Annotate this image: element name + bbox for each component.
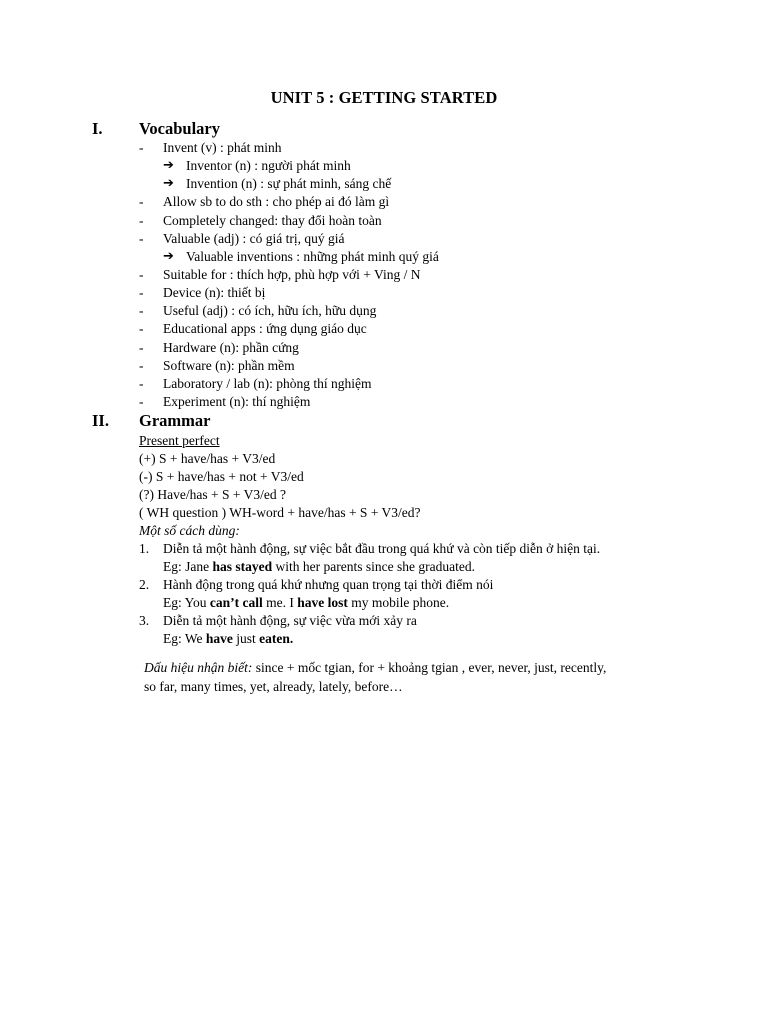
vocab-text: Educational apps : ứng dụng giáo dục <box>163 321 367 336</box>
vocab-text: Invention (n) : sự phát minh, sáng chế <box>186 176 392 191</box>
vocab-text: Inventor (n) : người phát minh <box>186 158 351 173</box>
example-text: Eg: Jane has stayed with her parents since she graduated. <box>163 559 475 574</box>
tense-label: Present perfect <box>139 433 220 448</box>
vocab-text: Invent (v) : phát minh <box>163 140 282 155</box>
vocab-text: Software (n): phần mềm <box>163 358 295 373</box>
vocab-text: Device (n): thiết bị <box>163 285 266 300</box>
vocab-text: Valuable (adj) : có giá trị, quý giá <box>163 231 345 246</box>
dash-bullet: - <box>139 285 144 300</box>
example-text: Eg: You can’t call me. I have lost my mobile phone. <box>163 595 450 610</box>
vocab-text: Suitable for : thích hợp, phù hợp với + Ving / N <box>163 267 421 282</box>
use-text: Diễn tả một hành động, sự việc vừa mới xảy ra <box>163 613 417 628</box>
dash-bullet: - <box>139 303 144 318</box>
vocab-text: Useful (adj) : có ích, hữu ích, hữu dụng <box>163 303 377 318</box>
dash-bullet: - <box>139 231 144 246</box>
dash-bullet: - <box>139 376 144 391</box>
formula-text: ( WH question ) WH-word + have/has + S + V3/ed? <box>139 505 421 520</box>
formula-text: (-) S + have/has + not + V3/ed <box>139 469 304 484</box>
vocab-text: Hardware (n): phần cứng <box>163 340 299 355</box>
formula-text: (+) S + have/has + V3/ed <box>139 451 276 466</box>
signs-label: Dấu hiệu nhận biết: <box>144 660 253 675</box>
arrow-icon: ➔ <box>163 176 174 191</box>
arrow-icon: ➔ <box>163 158 174 173</box>
signs-line-2 <box>144 678 403 696</box>
dash-bullet: - <box>139 267 144 282</box>
use-number: 3. <box>139 613 150 628</box>
signs-text: so far, many times, yet, already, lately, before… <box>144 679 403 694</box>
section-number: I. <box>92 119 103 138</box>
section-number: II. <box>92 411 109 430</box>
dash-bullet: - <box>139 394 144 409</box>
dash-bullet: - <box>139 194 144 209</box>
section-title: Vocabulary <box>139 119 220 138</box>
arrow-icon: ➔ <box>163 249 174 264</box>
dash-bullet: - <box>139 321 144 336</box>
vocab-text: Laboratory / lab (n): phòng thí nghiệm <box>163 376 372 391</box>
vocab-text: Completely changed: thay đổi hoàn toàn <box>163 213 382 228</box>
dash-bullet: - <box>139 358 144 373</box>
dash-bullet: - <box>139 340 144 355</box>
use-text: Hành động trong quá khứ nhưng quan trọng tại thời điểm nói <box>163 577 494 592</box>
section-title: Grammar <box>139 411 211 430</box>
dash-bullet: - <box>139 213 144 228</box>
formula-text: (?) Have/has + S + V3/ed ? <box>139 487 286 502</box>
vocab-text: Allow sb to do sth : cho phép ai đó làm gì <box>163 194 390 209</box>
use-number: 1. <box>139 541 150 556</box>
dash-bullet: - <box>139 140 144 155</box>
vocab-text: Experiment (n): thí nghiệm <box>163 394 311 409</box>
use-text: Diễn tả một hành động, sự việc bắt đầu trong quá khứ và còn tiếp diễn ở hiện tại. <box>163 541 601 556</box>
document-title: UNIT 5 : GETTING STARTED <box>270 88 498 107</box>
example-text: Eg: We have just eaten. <box>163 631 294 646</box>
use-number: 2. <box>139 577 150 592</box>
uses-heading-text: Một số cách dùng: <box>139 523 240 538</box>
signs-text: since + mốc tgian, for + khoảng tgian , ever, never, just, recently, <box>252 660 607 675</box>
signs-line-1 <box>144 659 606 677</box>
vocab-text: Valuable inventions : những phát minh quý giá <box>186 249 439 264</box>
